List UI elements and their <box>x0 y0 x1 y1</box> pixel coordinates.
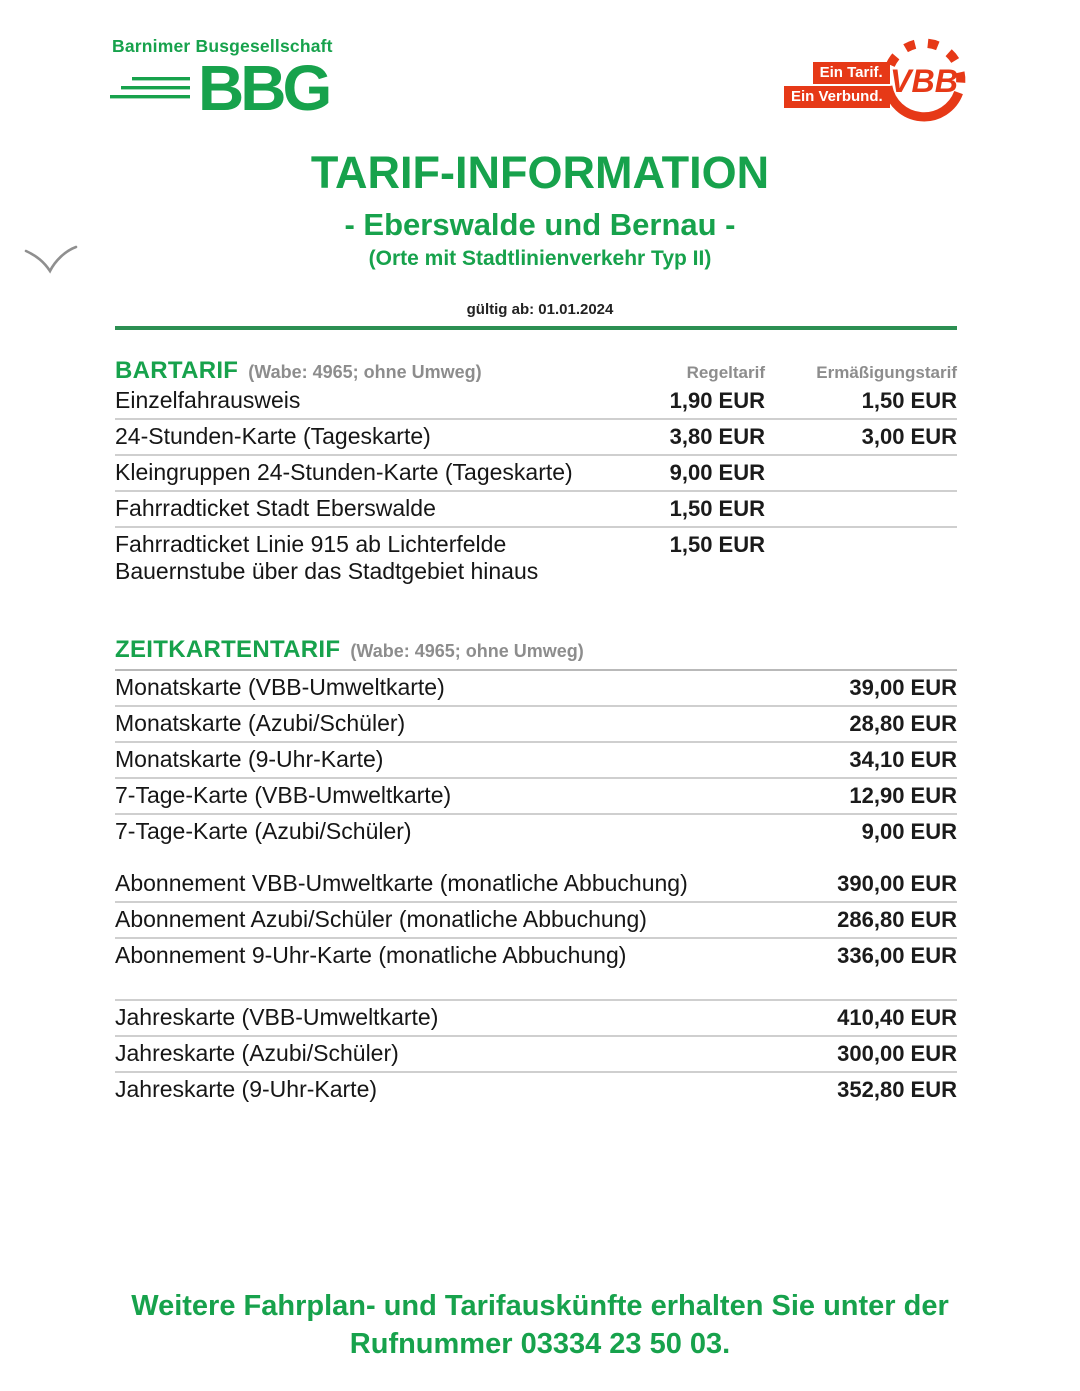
abo-group <box>115 867 957 973</box>
table-row <box>115 1001 957 1037</box>
valid-from-text: gültig ab: 01.01.2024 <box>466 301 614 318</box>
fare-price-regular: 1,90 EUR <box>669 388 765 413</box>
bartarif-title: BARTARIF <box>115 357 239 384</box>
table-row <box>115 903 957 939</box>
table-row <box>115 492 957 528</box>
fare-label: Einzelfahrausweis <box>115 387 301 413</box>
monthly-weekly-group <box>115 671 957 849</box>
table-row <box>115 420 957 456</box>
fare-price-reduced: 3,00 EUR <box>861 424 957 449</box>
table-row <box>115 743 957 779</box>
footer <box>0 1292 1080 1359</box>
fare-label: Jahreskarte (Azubi/Schüler) <box>115 1040 399 1066</box>
table-row <box>115 779 957 815</box>
fare-label: Fahrradticket Stadt Eberswalde <box>115 495 436 521</box>
brand-logo <box>108 36 333 124</box>
vbb-logo-text: VBB <box>890 62 958 99</box>
table-row <box>115 456 957 492</box>
fare-price: 352,80 EUR <box>837 1077 957 1102</box>
zeitkartentarif-note: (Wabe: 4965; ohne Umweg) <box>350 641 584 661</box>
footer-line-1: Weitere Fahrplan- und Tarifauskünfte erhalten Sie unter der <box>131 1290 949 1322</box>
fare-price: 300,00 EUR <box>837 1041 957 1066</box>
fare-label: Fahrradticket Linie 915 ab Lichterfelde Bauernstube über das Stadtgebiet hinaus <box>115 531 539 584</box>
column-header-reduced: Ermäßigungstarif <box>816 363 957 382</box>
fare-price: 34,10 EUR <box>849 747 957 772</box>
table-row <box>115 384 957 420</box>
green-divider <box>115 326 957 330</box>
bartarif-note: (Wabe: 4965; ohne Umweg) <box>248 362 482 382</box>
table-row <box>115 528 957 589</box>
fare-label: Abonnement Azubi/Schüler (monatliche Abbuchung) <box>115 906 647 932</box>
vbb-ring-icon <box>878 34 970 126</box>
fare-price-regular: 1,50 EUR <box>669 496 765 521</box>
bartarif-header <box>115 358 957 384</box>
page-subtitle-note: (Orte mit Stadtlinienverkehr Typ II) <box>368 247 712 270</box>
fare-price-regular: 3,80 EUR <box>669 424 765 449</box>
page-subtitle: - Eberswalde und Bernau - <box>344 207 736 242</box>
table-row <box>115 671 957 707</box>
fare-label: Monatskarte (Azubi/Schüler) <box>115 710 406 736</box>
annual-group <box>115 999 957 1107</box>
table-row <box>115 707 957 743</box>
fare-label: Monatskarte (VBB-Umweltkarte) <box>115 674 445 700</box>
fare-label: Jahreskarte (VBB-Umweltkarte) <box>115 1004 439 1030</box>
bird-watermark-icon <box>24 244 78 276</box>
table-row <box>115 1073 957 1107</box>
fare-label: Abonnement 9-Uhr-Karte (monatliche Abbuchung) <box>115 942 627 968</box>
column-header-regular: Regeltarif <box>686 363 765 382</box>
section-zeitkartentarif <box>115 637 957 1107</box>
fare-price: 9,00 EUR <box>861 819 957 844</box>
vbb-logo <box>784 34 970 126</box>
zeitkartentarif-header <box>115 637 957 671</box>
footer-line-2: Rufnummer 03334 23 50 03. <box>349 1328 731 1360</box>
section-bartarif <box>115 358 957 589</box>
fare-price: 39,00 EUR <box>849 675 957 700</box>
fare-price: 28,80 EUR <box>849 711 957 736</box>
zeitkartentarif-title: ZEITKARTENTARIF <box>115 636 341 663</box>
bbg-logo-text: BBG <box>198 52 329 124</box>
fare-price: 410,40 EUR <box>837 1005 957 1030</box>
fare-price-reduced: 1,50 EUR <box>861 388 957 413</box>
fare-label: Abonnement VBB-Umweltkarte (monatliche Abbuchung) <box>115 870 688 896</box>
fare-label: 7-Tage-Karte (Azubi/Schüler) <box>115 818 412 844</box>
fare-label: 7-Tage-Karte (VBB-Umweltkarte) <box>115 782 452 808</box>
vbb-tagline-1: Ein Tarif. <box>813 62 890 84</box>
table-row <box>115 939 957 973</box>
fare-price: 336,00 EUR <box>837 943 957 968</box>
fare-price-regular: 1,50 EUR <box>669 532 765 557</box>
page-title: TARIF-INFORMATION <box>310 147 770 198</box>
fare-label: Jahreskarte (9-Uhr-Karte) <box>115 1076 378 1102</box>
fare-label: Monatskarte (9-Uhr-Karte) <box>115 746 384 772</box>
table-row <box>115 1037 957 1073</box>
brand-company-name: Barnimer Busgesellschaft <box>112 36 333 56</box>
fare-price: 12,90 EUR <box>849 783 957 808</box>
table-row <box>115 867 957 903</box>
vbb-tagline-2: Ein Verbund. <box>784 86 890 108</box>
speed-lines-icon <box>108 70 192 106</box>
fare-label: 24-Stunden-Karte (Tageskarte) <box>115 423 431 449</box>
table-row <box>115 815 957 849</box>
fare-price: 390,00 EUR <box>837 871 957 896</box>
fare-label: Kleingruppen 24-Stunden-Karte (Tageskarte) <box>115 459 573 485</box>
fare-price-regular: 9,00 EUR <box>669 460 765 485</box>
fare-price: 286,80 EUR <box>837 907 957 932</box>
